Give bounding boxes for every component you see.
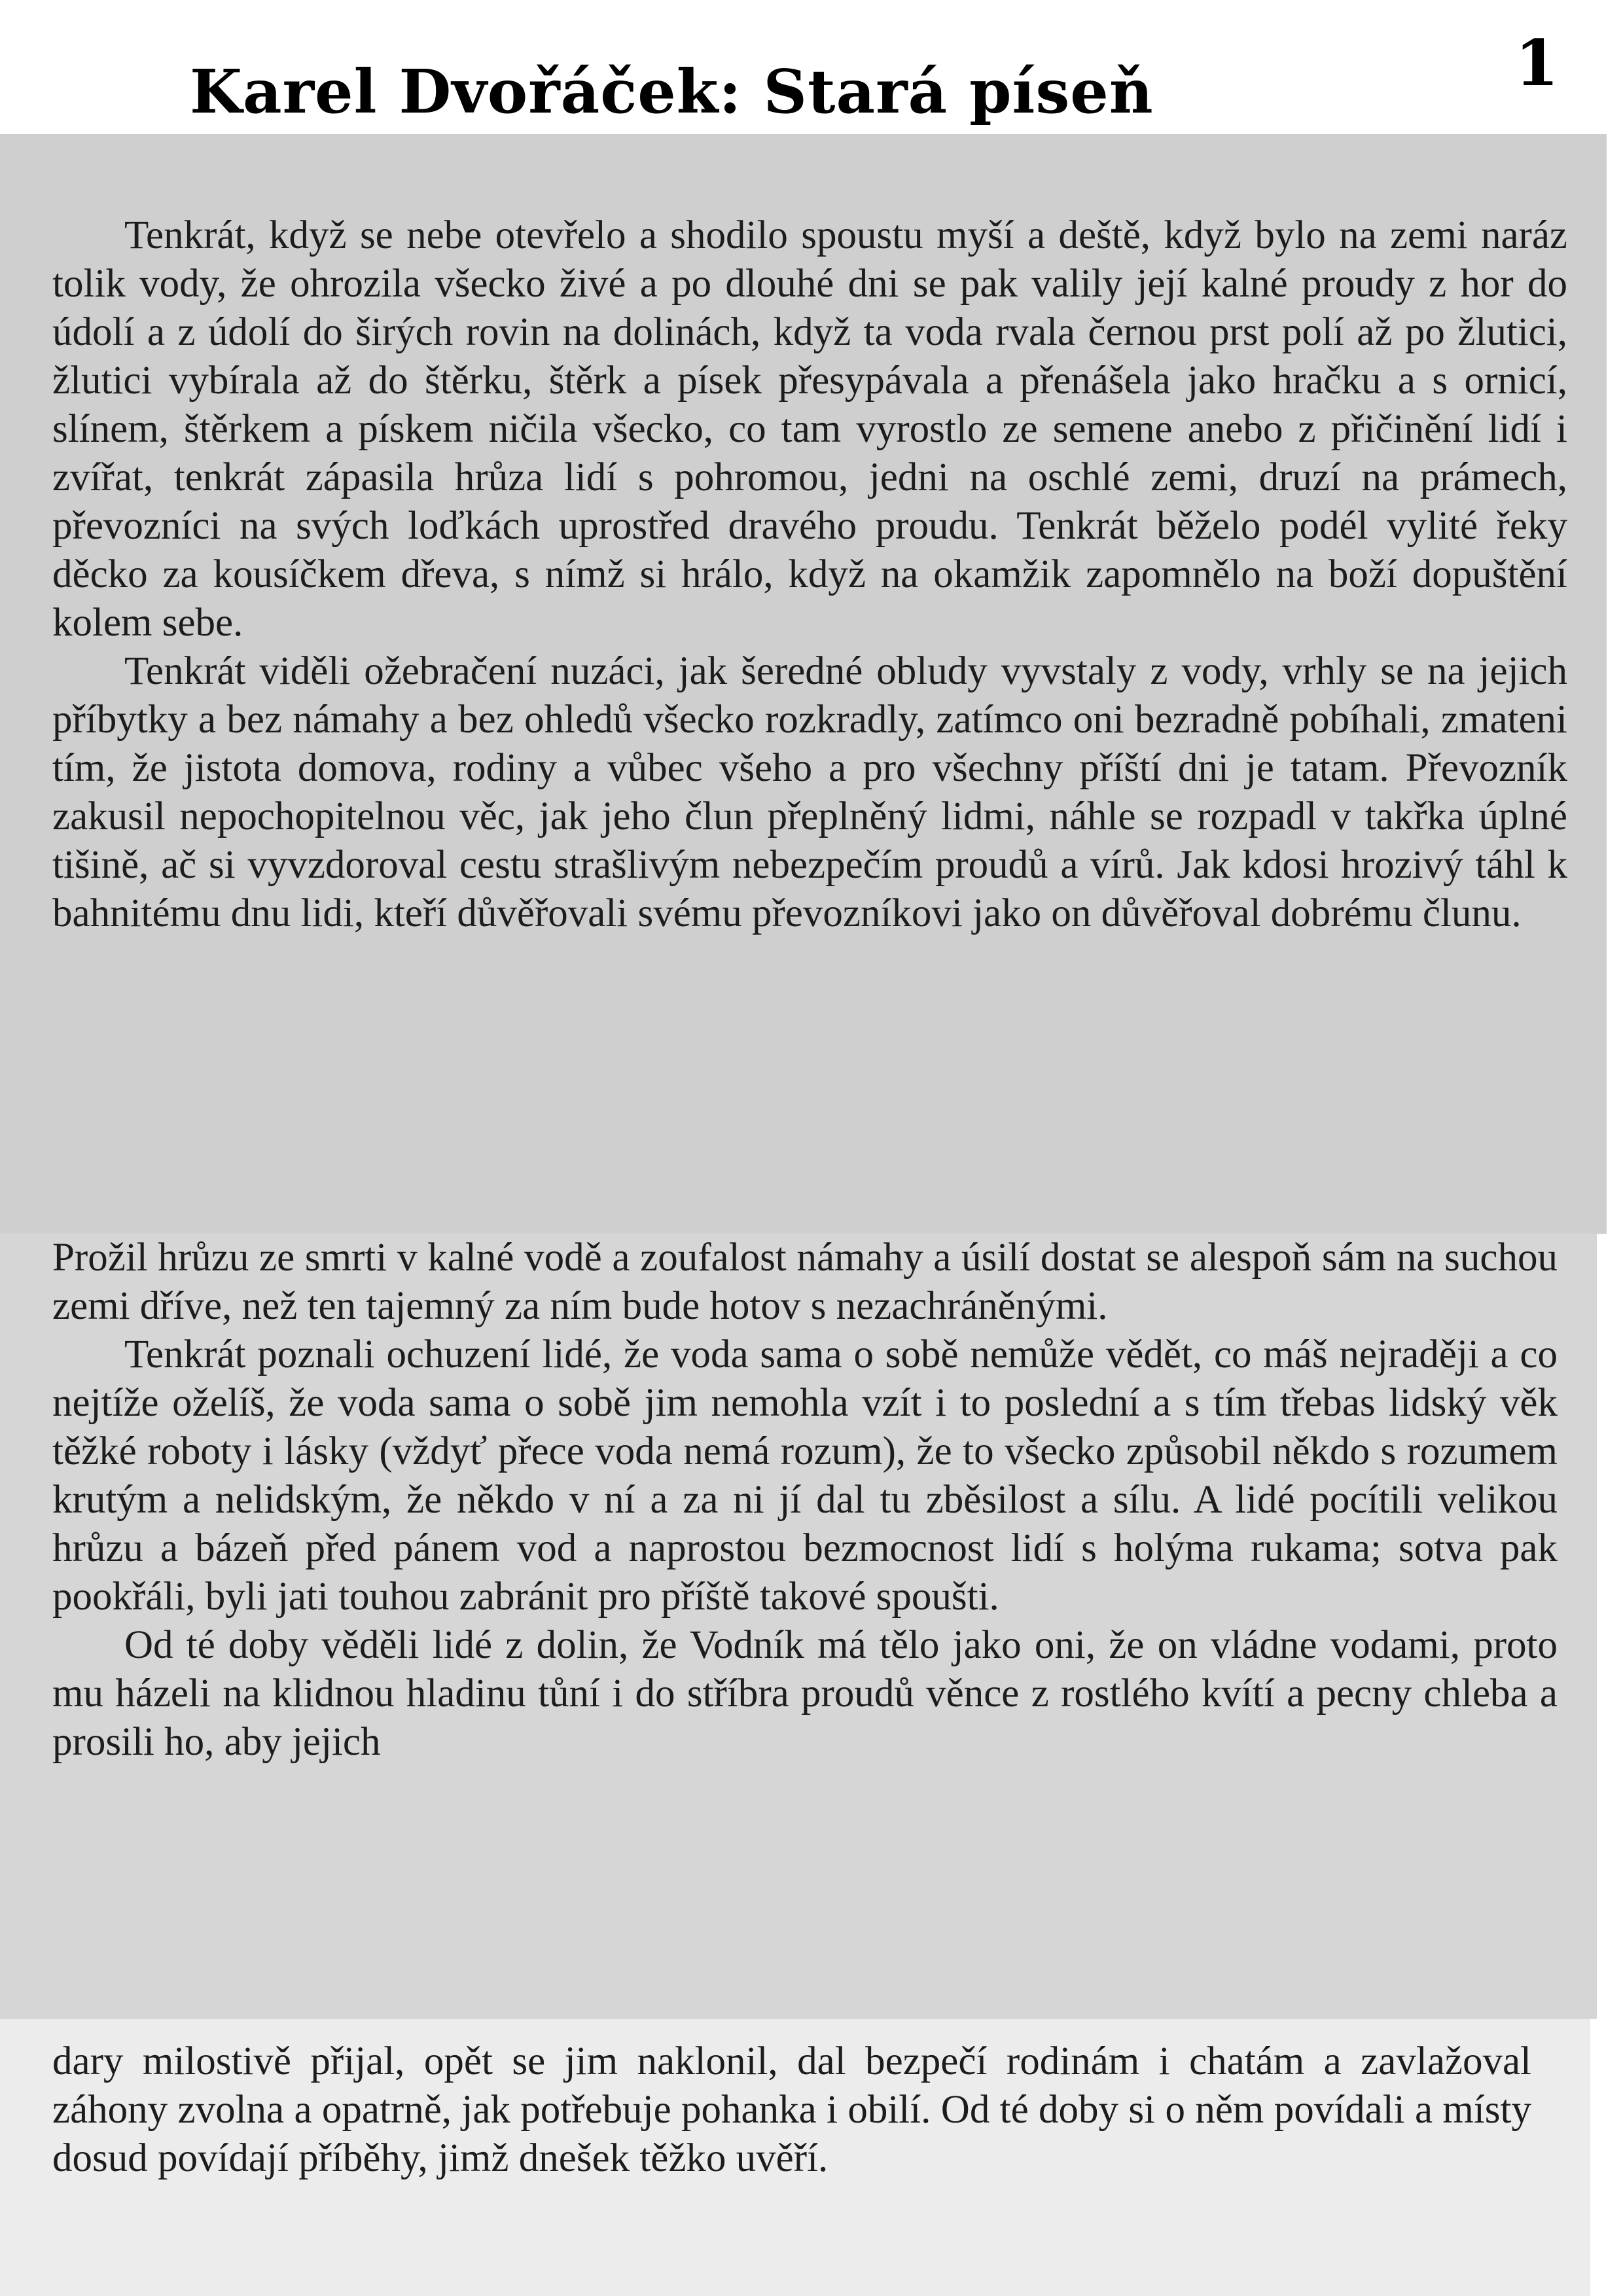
page-title: Karel Dvořáček: Stará píseň bbox=[190, 56, 1154, 127]
scan-section-3 bbox=[0, 2019, 1590, 2296]
paragraph-4-part-2: dary milostivě přijal, opět se jim naklonil, dal bezpečí rodinám i chatám a zavlažoval záhony zvolna a opatrně, jak potřebuje pohanka i obilí. Od té doby si o něm povídali a místy dosud povídají příběhy, jimž dnešek těžko uvěří. bbox=[52, 2039, 1531, 2180]
paragraph-1: Tenkrát, když se nebe otevřelo a shodilo spoustu myší a deště, když bylo na zemi naráz tolik vody, že ohrozila všecko živé a po dlouhé dni se pak valily její kalné proudy z hor do údolí a z údolí do širých rovin na dolinách, když ta voda rvala černou prst polí až po žlutici, žlutici vybírala až do štěrku, štěrk a písek přesypávala a přenášela jako hračku a s ornicí, slínem, štěrkem a pískem ničila všecko, co tam vyrostlo ze semene anebo z přičinění lidí i zvířat, tenkrát zápasila hrůza lidí s pohromou, jedni na oschlé zemi, druzí na prámech, převozníci na svých loďkách uprostřed dravého proudu. Tenkrát běželo podél vylité řeky děcko za kousíčkem dřeva, s nímž si hrálo, když na okamžik zapomnělo na boží dopuštění kolem sebe. bbox=[52, 213, 1567, 645]
page-number: 1 bbox=[1515, 26, 1559, 100]
scan-section-1 bbox=[0, 134, 1607, 1234]
paragraph-4-part-1: Od té doby věděli lidé z dolin, že Vodník má tělo jako oni, že on vládne vodami, proto mu házeli na klidnou hladinu tůní i do stříbra proudů věnce z rostlého kvítí a pecny chleba a prosili ho, aby jejich bbox=[52, 1623, 1558, 1764]
paragraph-2-part-2: Prožil hrůzu ze smrti v kalné vodě a zoufalost námahy a úsilí dostat se alespoň sám na suchou zemi dříve, než ten tajemný za ním bude hotov s nezachráněnými. bbox=[52, 1236, 1558, 1328]
paragraph-2-part-1: Tenkrát viděli ožebračení nuzáci, jak šeredné obludy vyvstaly z vody, vrhly se na jejich příbytky a bez námahy a bez ohledů všecko rozkradly, zatímco oni bezradně pobíhali, zmateni tím, že jistota domova, rodiny a vůbec všeho a pro všechny příští dni je tatam. Převozník zakusil nepochopitelnou věc, jak jeho člun přeplněný lidmi, náhle se rozpadl v takřka úplné tišině, ač si vyvzdoroval cestu strašlivým nebezpečím proudů a vírů. Jak kdosi hrozivý táhl k bahnitému dnu lidi, kteří důvěřovali svému převozníkovi jako on důvěřoval dobrému člunu. bbox=[52, 649, 1567, 935]
scan-section-2 bbox=[0, 1234, 1597, 2019]
paragraph-3: Tenkrát poznali ochuzení lidé, že voda sama o sobě nemůže vědět, co máš nejraději a co nejtíže oželíš, že voda sama o sobě jim nemohla vzít i to poslední a s tím třebas lidský věk těžké roboty i lásky (vždyť přece voda nemá rozum), že to všecko způsobil někdo s rozumem krutým a nelidským, že někdo v ní a za ni jí dal tu zběsilost a sílu. A lidé pocítili velikou hrůzu a bázeň před pánem vod a naprostou bezmocnost lidí s holýma rukama; sotva pak pookřáli, byli jati touhou zabránit pro příště takové spoušti. bbox=[52, 1333, 1558, 1619]
